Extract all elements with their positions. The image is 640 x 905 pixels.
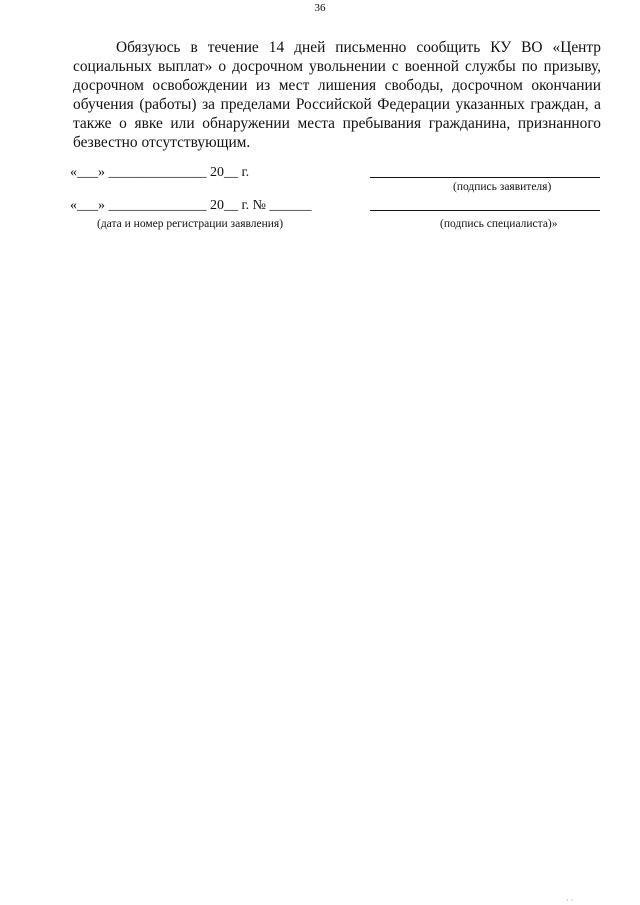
specialist-signature-line [370,210,600,211]
registration-date-field: «___» ______________ 20__ г. № ______ [70,198,312,213]
applicant-signature-line [370,177,600,178]
registration-caption: (дата и номер регистрации заявления) [97,218,284,230]
scan-mark: · · [566,896,574,905]
obligation-paragraph: Обязуюсь в течение 14 дней письменно сообщить КУ ВО «Центр социальных выплат» о досрочном увольнении с военной службы по призыву, досрочном освобождении из мест лишения свободы, досрочном окончании обучения (работы) за пределами Российской Федерации указанных граждан, а также о явке или обнаружении места пребывания гражданина, признанного безвестно отсутствующим. [73,39,601,151]
applicant-date-field: «___» ______________ 20__ г. [70,165,250,180]
page-number: 36 [314,2,326,14]
specialist-signature-caption: (подпись специалиста)» [440,218,558,230]
applicant-signature-caption: (подпись заявителя) [453,181,552,193]
obligation-paragraph-block [73,38,601,152]
